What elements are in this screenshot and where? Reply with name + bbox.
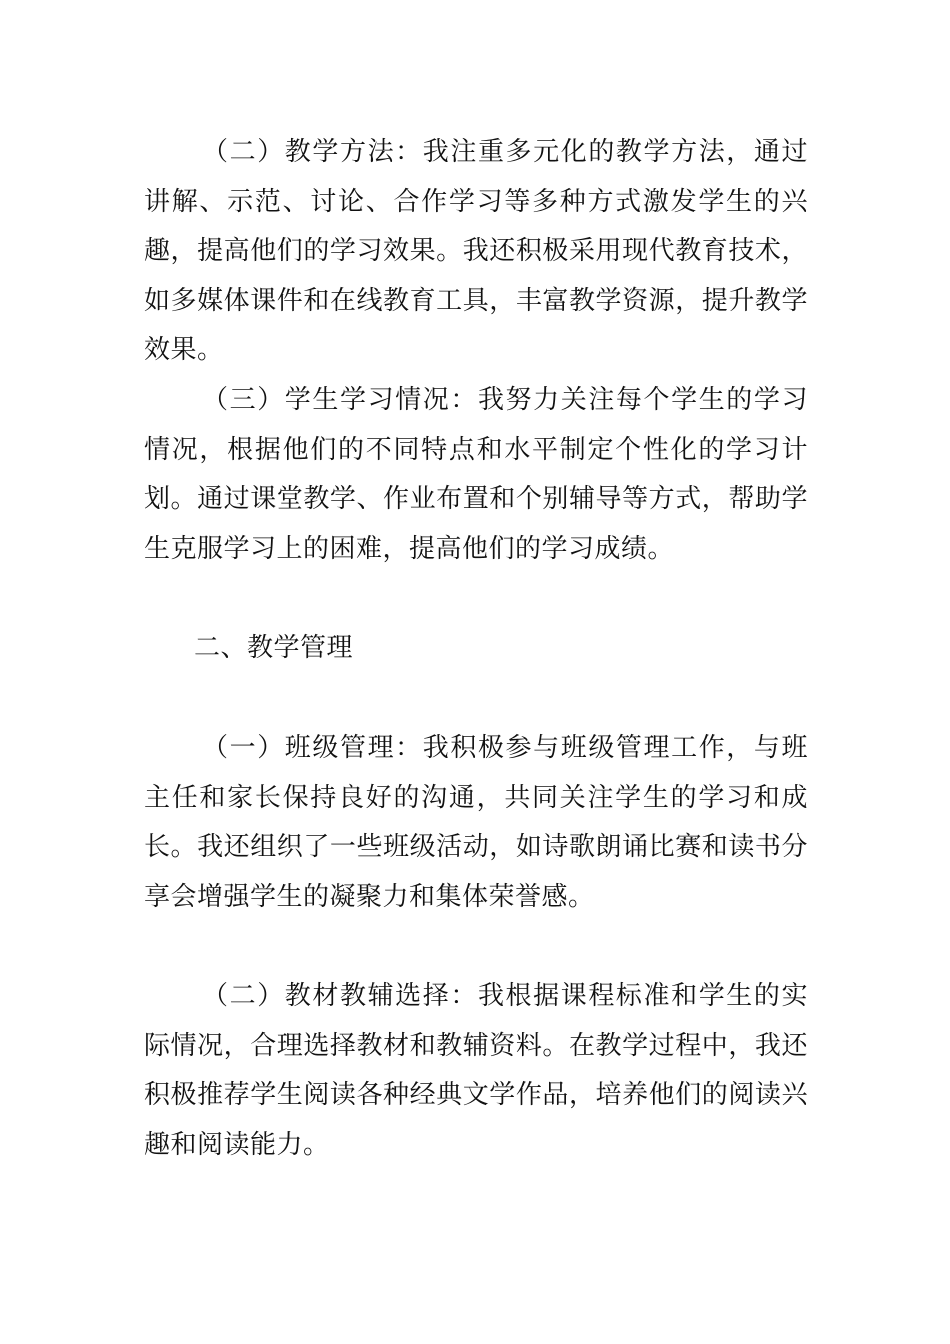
paragraph-class-management: （一）班级管理：我积极参与班级管理工作，与班主任和家长保持良好的沟通，共同关注学生的学习和成长。我还组织了一些班级活动，如诗歌朗诵比赛和读书分享会增强学生的凝聚力和集体荣誉感。 bbox=[144, 733, 808, 912]
paragraph-textbook-selection: （二）教材教辅选择：我根据课程标准和学生的实际情况，合理选择教材和教辅资料。在教学过程中，我还积极推荐学生阅读各种经典文学作品，培养他们的阅读兴趣和阅读能力。 bbox=[144, 981, 808, 1160]
document-page bbox=[144, 0, 808, 1344]
paragraph-teaching-methods: （二）教学方法：我注重多元化的教学方法，通过讲解、示范、讨论、合作学习等多种方式激发学生的兴趣，提高他们的学习效果。我还积极采用现代教育技术，如多媒体课件和在线教育工具，丰富教学资源，提升教学效果。 bbox=[144, 137, 808, 365]
paragraph-student-learning: （三）学生学习情况：我努力关注每个学生的学习情况，根据他们的不同特点和水平制定个性化的学习计划。通过课堂教学、作业布置和个别辅导等方式，帮助学生克服学习上的困难，提高他们的学习成绩。 bbox=[144, 385, 808, 564]
section-heading-teaching-management: 二、教学管理 bbox=[194, 633, 354, 663]
